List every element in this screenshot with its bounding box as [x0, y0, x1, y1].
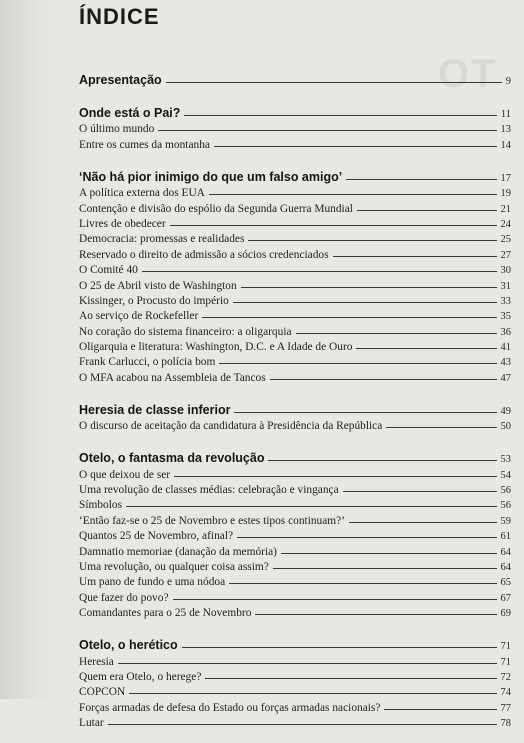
toc-entry[interactable] [79, 353, 511, 368]
toc-entry[interactable] [79, 261, 511, 276]
toc-entry[interactable] [79, 496, 511, 511]
toc-entry-page-number: 47 [500, 372, 511, 384]
toc-entry-page-number: 74 [500, 687, 511, 699]
toc-entry-page-number: 67 [500, 592, 511, 604]
toc-entry-label: Entre os cumes da montanha [79, 138, 210, 151]
table-of-contents [79, 68, 511, 743]
toc-entry-page-number: 13 [500, 124, 511, 136]
toc-entry-page-number: 77 [500, 702, 511, 714]
toc-entry-label: O Comité 40 [79, 264, 138, 277]
toc-entry[interactable] [79, 135, 511, 150]
toc-entry-page-number: 59 [500, 515, 511, 527]
section-heading-label: Apresentação [79, 73, 162, 87]
section-heading-label: Onde está o Pai? [79, 106, 181, 120]
leader-line [343, 491, 497, 492]
toc-entry-page-number: 64 [500, 546, 511, 558]
toc-entry-page-number: 19 [500, 188, 511, 200]
toc-entry-label: Frank Carlucci, o polícia bom [79, 356, 216, 369]
section-heading-page-number: 71 [500, 641, 511, 653]
leader-line [333, 256, 497, 257]
toc-entry[interactable] [79, 199, 511, 214]
leader-line [214, 146, 497, 147]
toc-entry[interactable] [79, 338, 511, 353]
toc-entry-page-number: 35 [500, 311, 511, 323]
toc-entry-label: Símbolos [79, 499, 123, 512]
toc-entry-page-number: 27 [500, 249, 511, 261]
toc-entry-label: Heresia [79, 655, 114, 668]
toc-entry[interactable] [79, 465, 511, 480]
leader-line [296, 333, 497, 334]
section-heading-page-number: 17 [500, 172, 511, 184]
toc-entry[interactable] [79, 527, 511, 542]
leader-line [386, 427, 496, 428]
toc-entry-label: Uma revolução, ou qualquer coisa assim? [79, 560, 269, 573]
section-heading-page-number: 9 [505, 76, 511, 87]
toc-entry-label: Que fazer do povo? [79, 591, 169, 604]
toc-section [79, 68, 511, 87]
section-heading-label: Otelo, o herético [79, 638, 178, 653]
section-heading[interactable] [79, 101, 511, 120]
leader-line [158, 130, 496, 131]
section-heading[interactable] [79, 633, 511, 652]
section-heading-page-number: 53 [500, 454, 511, 466]
leader-line [173, 599, 497, 600]
leader-line [174, 476, 496, 477]
toc-section [79, 398, 511, 432]
toc-entry-page-number: 64 [500, 561, 511, 573]
section-heading-page-number: 49 [500, 405, 511, 417]
leader-line [233, 302, 497, 303]
toc-entry-label: Quantos 25 de Novembro, afinal? [79, 530, 234, 543]
show-through-text: OT [438, 52, 498, 96]
toc-entry-page-number: 72 [500, 671, 511, 683]
toc-entry-page-number: 71 [500, 656, 511, 668]
toc-entry[interactable] [79, 184, 511, 199]
toc-entry-page-number: 61 [500, 531, 511, 543]
toc-entry[interactable] [79, 245, 511, 260]
toc-entry-page-number: 30 [500, 265, 511, 277]
toc-entry-page-number: 25 [500, 234, 511, 246]
leader-line [346, 179, 496, 180]
section-heading[interactable] [79, 446, 511, 465]
leader-line [142, 271, 497, 272]
toc-entry-label: Forças armadas de defesa do Estado ou forças armadas nacionais? [79, 701, 381, 714]
leader-line [219, 363, 496, 364]
toc-entry-label: O que deixou de ser [79, 468, 171, 481]
toc-section [79, 633, 511, 729]
toc-entry[interactable] [79, 307, 511, 322]
toc-entry-page-number: 31 [500, 280, 511, 292]
leader-line [357, 210, 497, 211]
leader-line [349, 522, 496, 523]
toc-entry-label: ‘Então faz-se o 25 de Novembro e estes tipos continuam?’ [79, 514, 346, 527]
section-heading[interactable] [79, 398, 511, 417]
toc-entry-label: O discurso de aceitação da candidatura à Presidência da República [79, 420, 383, 433]
toc-entry-page-number: 65 [500, 577, 511, 589]
toc-entry-page-number: 78 [500, 718, 511, 730]
leader-line [229, 583, 496, 584]
leader-line [184, 115, 496, 116]
toc-entry[interactable] [79, 573, 511, 588]
toc-entry-page-number: 14 [500, 139, 511, 151]
leader-line [268, 460, 496, 461]
toc-entry-page-number: 43 [500, 357, 511, 369]
leader-line [126, 506, 496, 507]
toc-entry[interactable] [79, 230, 511, 245]
toc-entry-page-number: 54 [500, 469, 511, 481]
leader-line [108, 724, 497, 725]
toc-entry-label: Lutar [79, 717, 104, 730]
toc-entry-page-number: 56 [500, 500, 511, 512]
section-heading-label: ‘Não há pior inimigo do que um falso amigo’ [79, 169, 343, 184]
leader-line [202, 317, 496, 318]
leader-line [209, 194, 497, 195]
toc-entry-label: O MFA acabou na Assembleia de Tancos [79, 371, 266, 384]
toc-entry-label: Damnatio memoriae (danação da memória) [79, 545, 277, 558]
toc-entry-label: COPCON [79, 686, 126, 699]
page-gutter-shadow [0, 0, 70, 699]
leader-line [273, 568, 497, 569]
toc-entry-page-number: 36 [500, 326, 511, 338]
toc-entry[interactable] [79, 698, 511, 713]
section-heading[interactable] [79, 165, 511, 184]
toc-entry-label: A política externa dos EUA [79, 187, 205, 200]
leader-line [118, 663, 497, 664]
toc-entry-label: Ao serviço de Rockefeller [79, 310, 199, 323]
toc-entry[interactable] [79, 683, 511, 698]
toc-section [79, 165, 511, 384]
toc-entry[interactable] [79, 668, 511, 683]
toc-entry-label: Quem era Otelo, o herege? [79, 670, 202, 683]
leader-line [248, 240, 496, 241]
toc-entry-page-number: 69 [500, 608, 511, 620]
leader-line [270, 379, 497, 380]
toc-entry-label: Um pano de fundo e uma nódoa [79, 576, 226, 589]
toc-entry-page-number: 41 [500, 342, 511, 354]
toc-entry-label: O último mundo [79, 123, 155, 136]
section-heading[interactable] [79, 68, 511, 87]
leader-line [281, 553, 497, 554]
toc-entry-page-number: 50 [500, 421, 511, 433]
section-heading-label: Heresia de classe inferior [79, 402, 231, 417]
toc-entry-label: Reservado o direito de admissão a sócios credenciados [79, 248, 329, 261]
toc-entry[interactable] [79, 558, 511, 573]
toc-entry-label: Democracia: promessas e realidades [79, 233, 245, 246]
section-heading-label: Otelo, o fantasma da revolução [79, 451, 265, 466]
toc-entry-label: No coração do sistema financeiro: a oligarquia [79, 325, 292, 338]
toc-entry-label: Contenção e divisão do espólio da Segunda Guerra Mundial [79, 202, 353, 215]
leader-line [255, 614, 496, 615]
toc-entry[interactable] [79, 215, 511, 230]
toc-entry[interactable] [79, 604, 511, 619]
toc-entry-label: O 25 de Abril visto de Washington [79, 279, 237, 292]
toc-entry[interactable] [79, 368, 511, 383]
toc-entry[interactable] [79, 276, 511, 291]
toc-entry[interactable] [79, 481, 511, 496]
leader-line [241, 287, 497, 288]
toc-entry[interactable] [79, 417, 511, 432]
toc-section [79, 446, 511, 619]
leader-line [205, 678, 496, 679]
toc-entry[interactable] [79, 120, 511, 135]
toc-entry[interactable] [79, 714, 511, 729]
leader-line [129, 693, 496, 694]
toc-entry-page-number: 33 [500, 295, 511, 307]
toc-entry-label: Oligarquia e literatura: Washington, D.C. e A Idade de Ouro [79, 341, 353, 354]
leader-line [234, 412, 496, 413]
leader-line [356, 348, 496, 349]
toc-entry-label: Kissinger, o Procusto do império [79, 294, 229, 307]
toc-entry[interactable] [79, 292, 511, 307]
toc-entry[interactable] [79, 322, 511, 337]
leader-line [384, 709, 496, 710]
leader-line [170, 225, 497, 226]
page-title: ÍNDICE [79, 4, 160, 29]
leader-line [237, 537, 496, 538]
toc-entry[interactable] [79, 542, 511, 557]
section-heading-page-number: 11 [500, 109, 511, 120]
leader-line [182, 647, 497, 648]
leader-line [166, 82, 502, 83]
toc-entry[interactable] [79, 511, 511, 526]
toc-entry-page-number: 21 [500, 203, 511, 215]
toc-entry-label: Comandantes para o 25 de Novembro [79, 607, 252, 620]
toc-entry-page-number: 24 [500, 218, 511, 230]
toc-entry[interactable] [79, 652, 511, 667]
toc-entry[interactable] [79, 588, 511, 603]
toc-section [79, 101, 511, 151]
toc-entry-label: Livres de obedecer [79, 217, 166, 230]
toc-entry-page-number: 56 [500, 485, 511, 497]
toc-entry-label: Uma revolução de classes médias: celebração e vingança [79, 484, 339, 497]
